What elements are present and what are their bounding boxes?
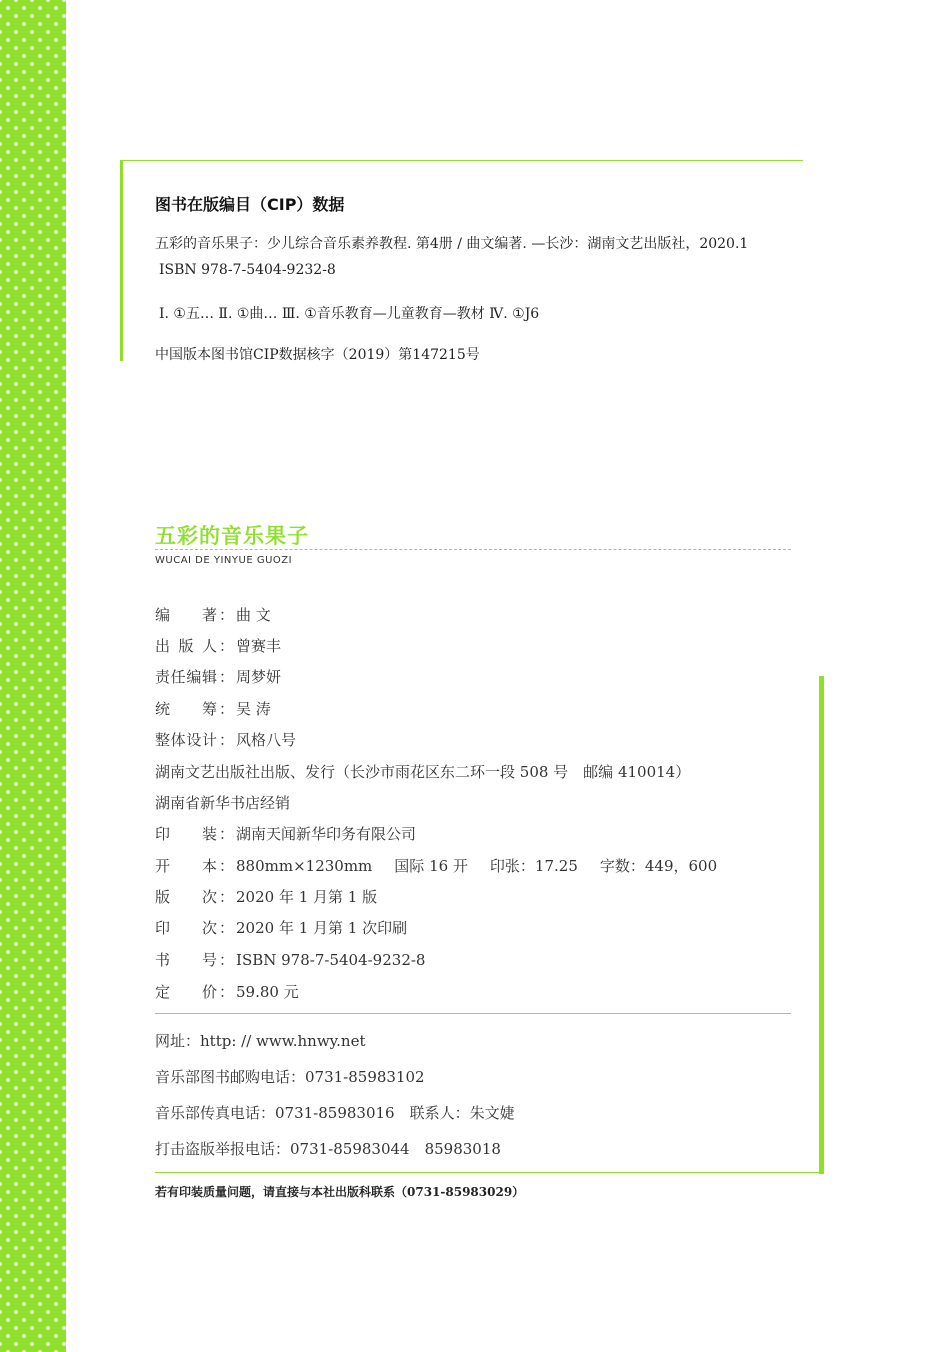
credit-key: 定价	[155, 983, 217, 1001]
book-pinyin: WUCAI DE YINYUE GUOZI	[155, 555, 293, 566]
cip-classification: Ⅰ. ①五… Ⅱ. ①曲… Ⅲ. ①音乐教育—儿童教育—教材 Ⅳ. ①J6	[159, 306, 540, 322]
credit-value: 曾赛丰	[236, 637, 282, 655]
credit-key: 印次	[155, 919, 217, 937]
credit-publisher: 出版人 ： 曾赛丰	[155, 637, 282, 655]
credit-edition: 版次 ： 2020 年 1 月第 1 版	[155, 888, 378, 906]
credit-design: 整体设计 ： 风格八号	[155, 731, 297, 749]
credit-value: 59.80 元	[236, 983, 299, 1001]
credit-value: 风格八号	[236, 731, 297, 749]
credit-coordinator: 统筹 ： 吴 涛	[155, 700, 271, 718]
contact-anti-piracy: 打击盗版举报电话：0731-85983044 85983018	[155, 1140, 501, 1158]
credit-key: 书号	[155, 951, 217, 969]
title-divider	[155, 549, 791, 550]
credit-value: 880mm×1230mm	[236, 857, 373, 875]
credit-printer: 印装 ： 湖南天闻新华印务有限公司	[155, 825, 417, 843]
bottom-divider	[155, 1172, 823, 1173]
credit-key: 责任编辑	[155, 668, 217, 686]
contact-mail-order: 音乐部图书邮购电话：0731-85983102	[155, 1068, 425, 1086]
credit-key: 印装	[155, 825, 217, 843]
credit-value: 2020 年 1 月第 1 版	[236, 888, 378, 906]
credit-distributor: 湖南省新华书店经销	[155, 794, 291, 812]
credit-format: 开本 ： 880mm×1230mm 国际 16 开 印张：17.25 字数：449，600	[155, 857, 718, 875]
decorative-dot-strip	[0, 0, 66, 1352]
credit-printing: 印次 ： 2020 年 1 月第 1 次印刷	[155, 919, 408, 937]
credit-key: 编著	[155, 606, 217, 624]
contact-fax: 音乐部传真电话：0731-85983016 联系人：朱文婕	[155, 1104, 515, 1122]
book-title: 五彩的音乐果子	[155, 523, 309, 548]
credit-responsible-editor: 责任编辑 ： 周梦妍	[155, 668, 282, 686]
footer-note: 若有印装质量问题，请直接与本社出版科联系（0731-85983029）	[155, 1185, 525, 1199]
credit-isbn: 书号 ： ISBN 978-7-5404-9232-8	[155, 951, 426, 969]
right-accent-bar	[819, 676, 824, 1174]
credit-format-sheets: 印张：17.25	[489, 857, 578, 875]
credit-publisher-line: 湖南文艺出版社出版、发行（长沙市雨花区东二环一段 508 号 邮编 410014）	[155, 763, 691, 781]
credit-value: 周梦妍	[236, 668, 282, 686]
credit-price: 定价 ： 59.80 元	[155, 983, 299, 1001]
credit-value: ISBN 978-7-5404-9232-8	[236, 951, 426, 969]
credit-key: 出版人	[155, 637, 217, 655]
credits-divider	[155, 1013, 791, 1014]
cip-record: 五彩的音乐果子：少儿综合音乐素养教程. 第4册 / 曲文编著. —长沙：湖南文艺出版社，2020.1	[155, 236, 749, 252]
credit-key: 开本	[155, 857, 217, 875]
credit-value: 吴 涛	[236, 700, 271, 718]
credit-key: 整体设计	[155, 731, 217, 749]
credit-value: 湖南天闻新华印务有限公司	[236, 825, 417, 843]
credit-format-words: 字数：449，600	[599, 857, 718, 875]
credit-format-intl: 国际 16 开	[394, 857, 468, 875]
contact-website: 网址：http: // www.hnwy.net	[155, 1032, 366, 1050]
credit-editor: 编著 ： 曲 文	[155, 606, 271, 624]
credit-value: 2020 年 1 月第 1 次印刷	[236, 919, 408, 937]
cip-core-number: 中国版本图书馆CIP数据核字（2019）第147215号	[155, 347, 480, 363]
cip-title: 图书在版编目（CIP）数据	[155, 195, 345, 214]
credit-key: 统筹	[155, 700, 217, 718]
cip-frame	[120, 160, 803, 361]
credit-value: 曲 文	[236, 606, 271, 624]
credit-key: 版次	[155, 888, 217, 906]
cip-isbn: ISBN 978-7-5404-9232-8	[159, 262, 336, 278]
